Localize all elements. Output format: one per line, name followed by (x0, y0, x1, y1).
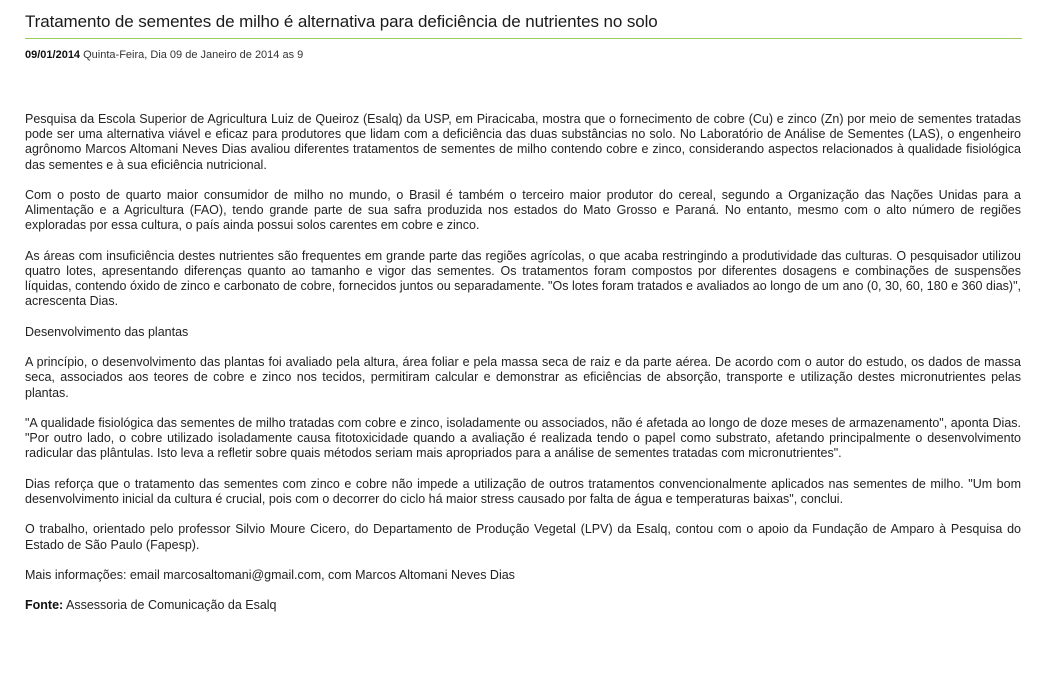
article-body (25, 112, 1021, 614)
article-title: Tratamento de sementes de milho é alternativa para deficiência de nutrientes no solo (25, 12, 658, 31)
source-label: Fonte: (25, 598, 64, 613)
paragraph-7: O trabalho, orientado pelo professor Silvio Moure Cicero, do Departamento de Produção Vegetal (LPV) da Esalq, contou com o apoio da Fundação de Amparo à Pesquisa do Estado de São Paulo (Fapesp). (25, 522, 1021, 552)
section-heading: Desenvolvimento das plantas (25, 324, 189, 339)
article-date-full: Quinta-Feira, Dia 09 de Janeiro de 2014 as 9 (83, 49, 304, 61)
contact-info: Mais informações: email marcosaltomani@gmail.com, com Marcos Altomani Neves Dias (25, 567, 515, 582)
paragraph-5: "A qualidade fisiológica das sementes de milho tratadas com cobre e zinco, isoladamente ou associados, não é afetada ao longo de doze meses de armazenamento", aponta Dias. "Por outro lado, o cobre utilizado isoladamente causa fitotoxicidade quando a avaliação é realizada tendo o papel como substrato, afetando principalmente o desenvolvimento radicular das plântulas. Isto leva a refletir sobre quais métodos seriam mais apropriados para a análise de sementes tratadas com micronutrientes". (25, 415, 1021, 461)
paragraph-4: A princípio, o desenvolvimento das plantas foi avaliado pela altura, área foliar e pela massa seca de raiz e da parte aérea. De acordo com o autor do estudo, os dados de massa seca, associados aos teores de cobre e zinco nos tecidos, permitiram calcular e demonstrar as eficiências de absorção, transporte e utilização destes micronutrientes pelas plantas. (25, 355, 1021, 400)
source-line (25, 598, 1021, 613)
paragraph-3: As áreas com insuficiência destes nutrientes são frequentes em grande parte das regiões agrícolas, o que acaba restringindo a produtividade das culturas. O pesquisador utilizou quatro lotes, apresentando diferenças quanto ao tamanho e vigor das sementes. Os tratamentos foram compostos por diferentes dosagens e combinações de suspensões líquidas, contendo óxido de zinco e carbonato de cobre, fornecidos juntos ou separadamente. "Os lotes foram tratados e avaliados ao longo de um ano (0, 30, 60, 180 e 360 dias)", acrescenta Dias. (25, 248, 1021, 309)
title-divider (25, 38, 1022, 39)
paragraph-1: Pesquisa da Escola Superior de Agricultura Luiz de Queiroz (Esalq) da USP, em Piracicaba, mostra que o fornecimento de cobre (Cu) e zinco (Zn) por meio de sementes tratadas pode ser uma alternativa viável e eficaz para produtores que lidam com a deficiência das duas substâncias no solo. No Laboratório de Análise de Sementes (LAS), o engenheiro agrônomo Marcos Altomani Neves Dias avaliou diferentes tratamentos de sementes de milho contendo cobre e zinco, considerando aspectos relacionados à qualidade fisiológica das sementes e à sua eficiência nutricional. (25, 112, 1021, 172)
source-value: Assessoria de Comunicação da Esalq (65, 598, 277, 613)
article-date: 09/01/2014 (25, 49, 81, 61)
paragraph-6: Dias reforça que o tratamento das sementes com zinco e cobre não impede a utilização de outros tratamentos convencionalmente aplicados nas sementes de milho. "Um bom desenvolvimento inicial da cultura é crucial, pois com o decorrer do ciclo há maior stress causado por falta de água e temperaturas baixas", conclui. (25, 476, 1021, 506)
article-dateline (25, 49, 303, 61)
paragraph-2: Com o posto de quarto maior consumidor de milho no mundo, o Brasil é também o terceiro maior produtor do cereal, segundo a Organização das Nações Unidas para a Alimentação e a Agricultura (FAO), tendo grande parte de sua safra produzida nos estados do Mato Grosso e Paraná. No entanto, mesmo com o alto número de regiões exploradas por essa cultura, o país ainda possui solos carentes em cobre e zinco. (25, 188, 1021, 233)
